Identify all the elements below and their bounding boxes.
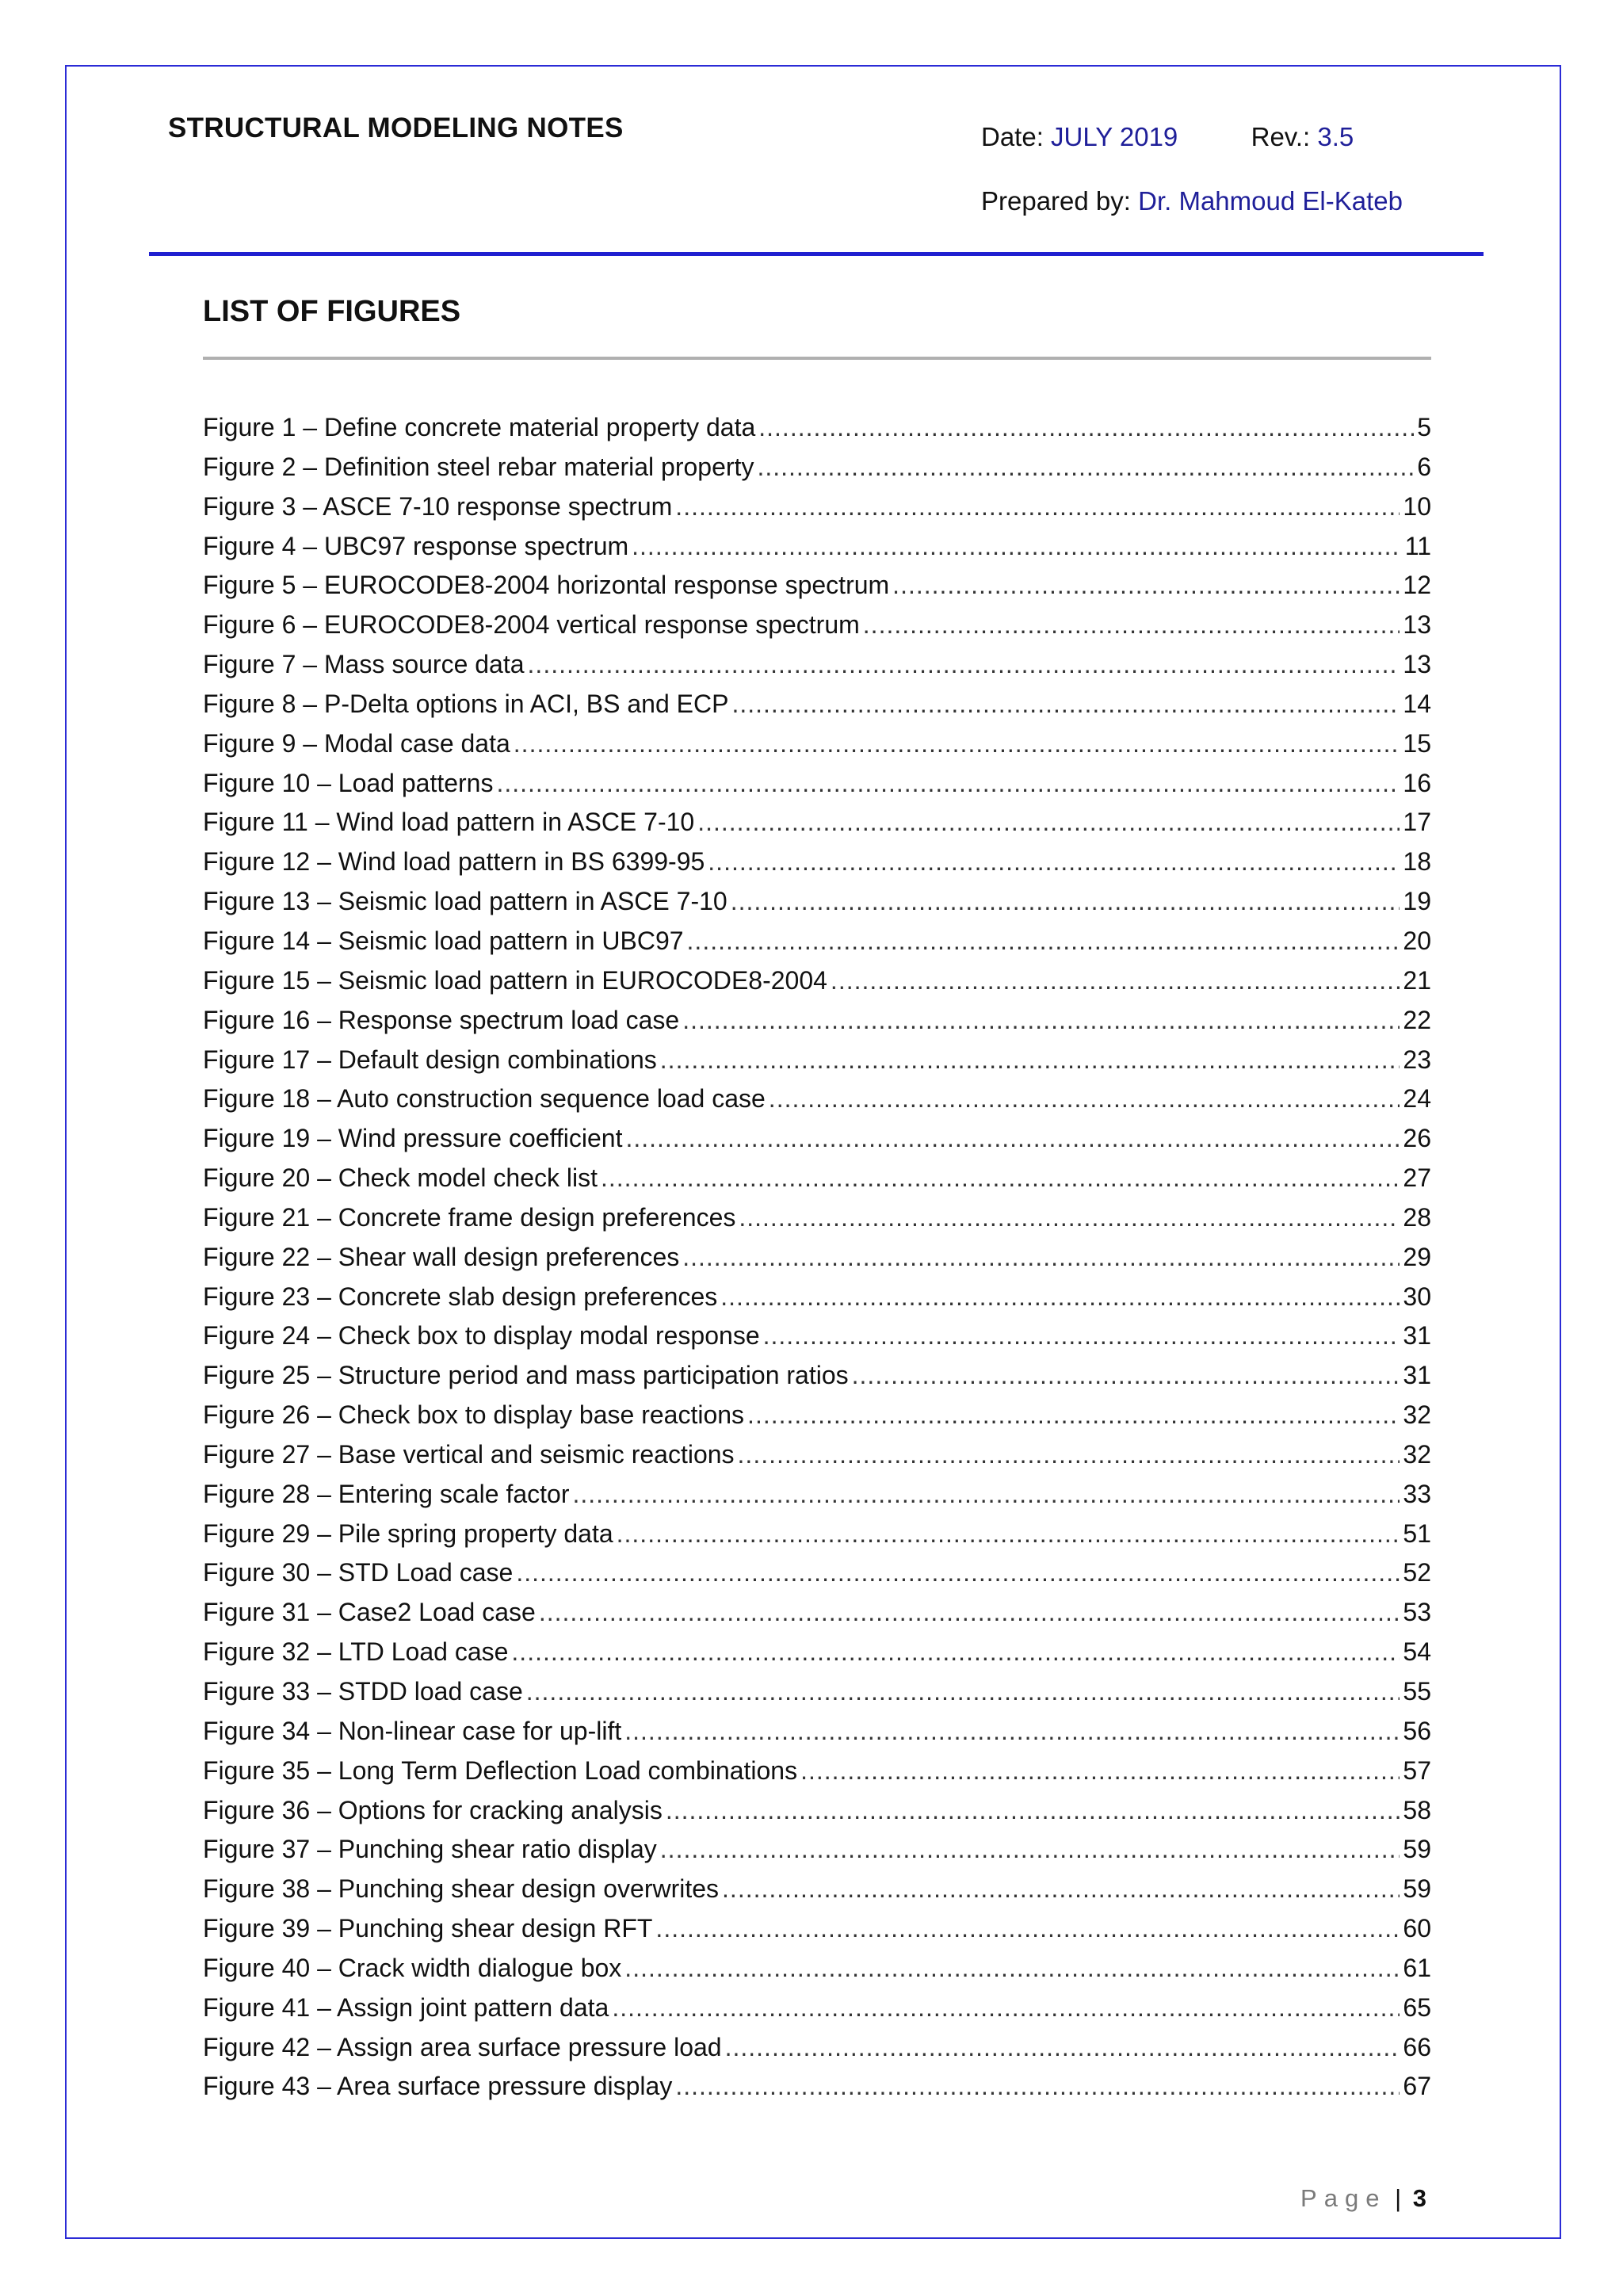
figure-entry[interactable] — [203, 1633, 1431, 1672]
figure-entry-page[interactable]: 16 — [1403, 768, 1431, 797]
figure-entry[interactable] — [203, 842, 1431, 882]
figure-entry[interactable] — [203, 803, 1431, 842]
figure-entry-label[interactable]: Figure 16 – Response spectrum load case — [203, 1005, 680, 1034]
figure-entry-label[interactable]: Figure 29 – Pile spring property data — [203, 1519, 613, 1548]
figure-entry-label[interactable]: Figure 37 – Punching shear ratio display — [203, 1835, 657, 1864]
figure-entry-label[interactable]: Figure 15 – Seismic load pattern in EUROCODE8-2004 — [203, 965, 827, 995]
dot-leader — [655, 1909, 1400, 1949]
figure-entry-label[interactable]: Figure 42 – Assign area surface pressure load — [203, 2032, 722, 2061]
page-footer — [1300, 2184, 1426, 2213]
figure-entry-label[interactable]: Figure 5 – EUROCODE8-2004 horizontal response spectrum — [203, 571, 890, 600]
dot-leader — [682, 1001, 1400, 1041]
dot-leader — [624, 1712, 1400, 1752]
dot-leader — [731, 882, 1400, 922]
dot-leader — [800, 1752, 1400, 1791]
dot-leader — [687, 922, 1400, 961]
dot-leader — [863, 606, 1400, 645]
figure-entry-page[interactable]: 22 — [1403, 1005, 1431, 1034]
dot-leader — [757, 448, 1414, 487]
figure-entry-page[interactable]: 54 — [1403, 1637, 1431, 1667]
figure-entry-page[interactable]: 26 — [1403, 1124, 1431, 1153]
figure-entry-label[interactable]: Figure 22 – Shear wall design preferences — [203, 1242, 680, 1271]
dot-leader — [722, 1870, 1400, 1909]
figure-entry-page[interactable]: 10 — [1403, 491, 1431, 521]
dot-leader — [763, 1316, 1400, 1356]
figure-entry-label[interactable]: Figure 24 – Check box to display modal response — [203, 1321, 760, 1350]
figure-entry-label[interactable]: Figure 35 – Long Term Deflection Load combinations — [203, 1755, 798, 1785]
figure-entry-page[interactable]: 51 — [1403, 1519, 1431, 1548]
figure-entry[interactable] — [203, 1079, 1431, 1119]
figure-entry-page[interactable]: 65 — [1403, 1992, 1431, 2022]
figure-entry[interactable] — [203, 408, 1431, 448]
figure-entry[interactable] — [203, 606, 1431, 645]
figure-entry-label[interactable]: Figure 36 – Options for cracking analysis — [203, 1795, 663, 1824]
document-title: STRUCTURAL MODELING NOTES — [168, 113, 624, 143]
dot-leader — [624, 1949, 1400, 1988]
figure-entry-page[interactable]: 56 — [1403, 1716, 1431, 1745]
figures-list — [203, 408, 1431, 2107]
figure-entry-page[interactable]: 58 — [1403, 1795, 1431, 1824]
figure-entry-label[interactable]: Figure 34 – Non-linear case for up-lift — [203, 1716, 622, 1745]
figure-entry-page[interactable]: 31 — [1403, 1361, 1431, 1390]
figure-entry[interactable] — [203, 487, 1431, 527]
figure-entry[interactable] — [203, 448, 1431, 487]
figure-entry-page[interactable]: 6 — [1417, 452, 1431, 481]
figure-entry-page[interactable]: 11 — [1404, 531, 1431, 560]
figure-entry-label[interactable]: Figure 21 – Concrete frame design preferences — [203, 1202, 736, 1232]
figure-entry-page[interactable]: 18 — [1403, 847, 1431, 877]
figure-entry[interactable] — [203, 527, 1431, 567]
dot-leader — [572, 1475, 1400, 1515]
figure-entry-page[interactable]: 23 — [1403, 1045, 1431, 1074]
section-divider — [203, 357, 1431, 360]
figure-entry[interactable] — [203, 1238, 1431, 1278]
figure-entry-label[interactable]: Figure 19 – Wind pressure coefficient — [203, 1124, 623, 1153]
figure-entry-page[interactable]: 59 — [1403, 1835, 1431, 1864]
figure-entry-page[interactable]: 27 — [1403, 1163, 1431, 1193]
footer-page-number: 3 — [1412, 2184, 1426, 2212]
figure-entry[interactable] — [203, 1198, 1431, 1238]
figure-entry-label[interactable]: Figure 28 – Entering scale factor — [203, 1479, 570, 1508]
figure-entry-page[interactable]: 52 — [1403, 1558, 1431, 1587]
dot-leader — [769, 1079, 1400, 1119]
dot-leader — [514, 724, 1400, 764]
figure-entry-page[interactable]: 19 — [1403, 887, 1431, 916]
figure-entry-label[interactable]: Figure 12 – Wind load pattern in BS 6399-95 — [203, 847, 705, 877]
dot-leader — [697, 803, 1400, 842]
figure-entry-label[interactable]: Figure 41 – Assign joint pattern data — [203, 1992, 609, 2022]
figure-entry-page[interactable]: 60 — [1403, 1914, 1431, 1943]
dot-leader — [731, 685, 1400, 724]
figure-entry-page[interactable]: 12 — [1403, 571, 1431, 600]
dot-leader — [612, 1988, 1400, 2028]
figure-entry[interactable] — [203, 1752, 1431, 1791]
figure-entry-page[interactable]: 17 — [1403, 808, 1431, 837]
figure-entry-label[interactable]: Figure 11 – Wind load pattern in ASCE 7-10 — [203, 808, 695, 837]
figure-entry-page[interactable]: 30 — [1403, 1282, 1431, 1311]
dot-leader — [516, 1553, 1400, 1593]
figure-entry-label[interactable]: Figure 43 – Area surface pressure display — [203, 2072, 673, 2101]
figure-entry-page[interactable]: 32 — [1403, 1400, 1431, 1430]
figure-entry-label[interactable]: Figure 32 – LTD Load case — [203, 1637, 509, 1667]
figure-entry-label[interactable]: Figure 6 – EUROCODE8-2004 vertical response spectrum — [203, 610, 860, 640]
dot-leader — [675, 487, 1400, 527]
figure-entry-page[interactable]: 66 — [1403, 2032, 1431, 2061]
figure-entry[interactable] — [203, 1435, 1431, 1475]
figure-entry[interactable] — [203, 1278, 1431, 1317]
figure-entry[interactable] — [203, 1396, 1431, 1435]
figure-entry-label[interactable]: Figure 9 – Modal case data — [203, 728, 510, 758]
figure-entry[interactable] — [203, 922, 1431, 961]
figure-entry[interactable] — [203, 1593, 1431, 1633]
dot-leader — [660, 1041, 1400, 1080]
figure-entry-label[interactable]: Figure 8 – P-Delta options in ACI, BS and ECP — [203, 689, 729, 718]
figure-entry-page[interactable]: 15 — [1403, 728, 1431, 758]
prepared-label: Prepared by: — [981, 186, 1131, 216]
dot-leader — [511, 1633, 1400, 1672]
figure-entry-label[interactable]: Figure 31 – Case2 Load case — [203, 1598, 536, 1627]
figure-entry[interactable] — [203, 1041, 1431, 1080]
figure-entry-label[interactable]: Figure 1 – Define concrete material property data — [203, 413, 756, 441]
figure-entry-label[interactable]: Figure 38 – Punching shear design overwrites — [203, 1874, 720, 1904]
figure-entry-page[interactable]: 5 — [1417, 413, 1431, 441]
dot-leader — [852, 1356, 1400, 1396]
dot-leader — [725, 2028, 1400, 2068]
figure-entry-label[interactable]: Figure 33 – STDD load case — [203, 1677, 523, 1706]
figure-entry-label[interactable]: Figure 17 – Default design combinations — [203, 1045, 657, 1074]
figure-entry-label[interactable]: Figure 10 – Load patterns — [203, 768, 494, 797]
dot-leader — [632, 527, 1402, 567]
figure-entry-label[interactable]: Figure 3 – ASCE 7-10 response spectrum — [203, 491, 673, 521]
figure-entry[interactable] — [203, 1870, 1431, 1909]
figure-entry[interactable] — [203, 1356, 1431, 1396]
figure-entry-page[interactable]: 21 — [1403, 965, 1431, 995]
figure-entry[interactable] — [203, 1988, 1431, 2028]
figure-entry-page[interactable]: 57 — [1403, 1755, 1431, 1785]
figure-entry[interactable] — [203, 566, 1431, 606]
figure-entry-page[interactable]: 33 — [1403, 1479, 1431, 1508]
figure-entry[interactable] — [203, 1475, 1431, 1515]
figure-entry[interactable] — [203, 1119, 1431, 1159]
figure-entry[interactable] — [203, 1515, 1431, 1554]
header-date-rev — [981, 122, 1354, 152]
figure-entry-page[interactable]: 55 — [1403, 1677, 1431, 1706]
figure-entry[interactable] — [203, 1159, 1431, 1198]
figure-entry-page[interactable]: 28 — [1403, 1202, 1431, 1232]
figure-entry[interactable] — [203, 2028, 1431, 2068]
figure-entry-label[interactable]: Figure 25 – Structure period and mass participation ratios — [203, 1361, 849, 1390]
figure-entry-label[interactable]: Figure 30 – STD Load case — [203, 1558, 514, 1587]
figure-entry-label[interactable]: Figure 23 – Concrete slab design preferences — [203, 1282, 718, 1311]
dot-leader — [831, 961, 1400, 1001]
figure-entry-label[interactable]: Figure 26 – Check box to display base reactions — [203, 1400, 745, 1430]
figure-entry[interactable] — [203, 882, 1431, 922]
figure-entry-page[interactable]: 61 — [1403, 1953, 1431, 1982]
figure-entry[interactable] — [203, 1712, 1431, 1752]
dot-leader — [539, 1593, 1400, 1633]
figure-entry-label[interactable]: Figure 7 – Mass source data — [203, 650, 525, 679]
figure-entry[interactable] — [203, 2067, 1431, 2107]
figure-entry-label[interactable]: Figure 14 – Seismic load pattern in UBC97 — [203, 926, 684, 955]
figure-entry-label[interactable]: Figure 40 – Crack width dialogue box — [203, 1953, 622, 1982]
figure-entry-label[interactable]: Figure 4 – UBC97 response spectrum — [203, 531, 629, 560]
dot-leader — [660, 1830, 1400, 1870]
figure-entry[interactable] — [203, 1791, 1431, 1831]
section-heading: LIST OF FIGURES — [203, 295, 461, 328]
figure-entry-page[interactable]: 14 — [1403, 689, 1431, 718]
header-prepared-by — [981, 186, 1403, 216]
figure-entry[interactable] — [203, 764, 1431, 804]
figure-entry-page[interactable]: 31 — [1403, 1321, 1431, 1350]
prepared-value: Dr. Mahmoud El-Kateb — [1138, 186, 1403, 216]
dot-leader — [601, 1159, 1400, 1198]
figure-entry-label[interactable]: Figure 39 – Punching shear design RFT — [203, 1914, 653, 1943]
figure-entry[interactable] — [203, 1672, 1431, 1712]
dot-leader — [528, 645, 1400, 685]
figure-entry-label[interactable]: Figure 27 – Base vertical and seismic reactions — [203, 1439, 735, 1469]
date-label: Date: — [981, 122, 1044, 151]
figure-entry-label[interactable]: Figure 2 – Definition steel rebar material property — [203, 452, 754, 481]
figure-entry[interactable] — [203, 1949, 1431, 1988]
dot-leader — [720, 1278, 1400, 1317]
figure-entry[interactable] — [203, 645, 1431, 685]
date-value: JULY 2019 — [1051, 122, 1178, 151]
figure-entry-page[interactable]: 32 — [1403, 1439, 1431, 1469]
figure-entry[interactable] — [203, 1830, 1431, 1870]
figure-entry-page[interactable]: 29 — [1403, 1242, 1431, 1271]
figure-entry[interactable] — [203, 1001, 1431, 1041]
figure-entry-label[interactable]: Figure 18 – Auto construction sequence load case — [203, 1084, 766, 1114]
dot-leader — [617, 1515, 1400, 1554]
figure-entry-page[interactable]: 13 — [1403, 650, 1431, 679]
footer-page-word: Page — [1300, 2184, 1387, 2212]
figure-entry-page[interactable]: 20 — [1403, 926, 1431, 955]
header-divider — [149, 252, 1484, 256]
dot-leader — [682, 1238, 1400, 1278]
figure-entry-page[interactable]: 67 — [1403, 2072, 1431, 2101]
dot-leader — [738, 1435, 1400, 1475]
figure-entry-page[interactable]: 24 — [1403, 1084, 1431, 1114]
rev-value: 3.5 — [1317, 122, 1354, 151]
dot-leader — [526, 1672, 1400, 1712]
dot-leader — [708, 842, 1400, 882]
figure-entry-label[interactable]: Figure 13 – Seismic load pattern in ASCE 7-10 — [203, 887, 727, 916]
rev-label: Rev.: — [1251, 122, 1311, 151]
footer-separator: | — [1395, 2184, 1402, 2212]
dot-leader — [675, 2067, 1400, 2107]
figure-entry[interactable] — [203, 685, 1431, 724]
dot-leader — [892, 566, 1400, 606]
dot-leader — [739, 1198, 1400, 1238]
figure-entry-page[interactable]: 59 — [1403, 1874, 1431, 1904]
dot-leader — [747, 1396, 1400, 1435]
figure-entry[interactable] — [203, 1553, 1431, 1593]
figure-entry[interactable] — [203, 961, 1431, 1001]
dot-leader — [625, 1119, 1400, 1159]
figure-entry-label[interactable]: Figure 20 – Check model check list — [203, 1163, 598, 1193]
dot-leader — [758, 408, 1414, 448]
dot-leader — [496, 764, 1400, 804]
figure-entry-page[interactable]: 13 — [1403, 610, 1431, 640]
figure-entry-page[interactable]: 53 — [1403, 1598, 1431, 1627]
figure-entry[interactable] — [203, 724, 1431, 764]
figure-entry[interactable] — [203, 1909, 1431, 1949]
dot-leader — [666, 1791, 1400, 1831]
figure-entry[interactable] — [203, 1316, 1431, 1356]
